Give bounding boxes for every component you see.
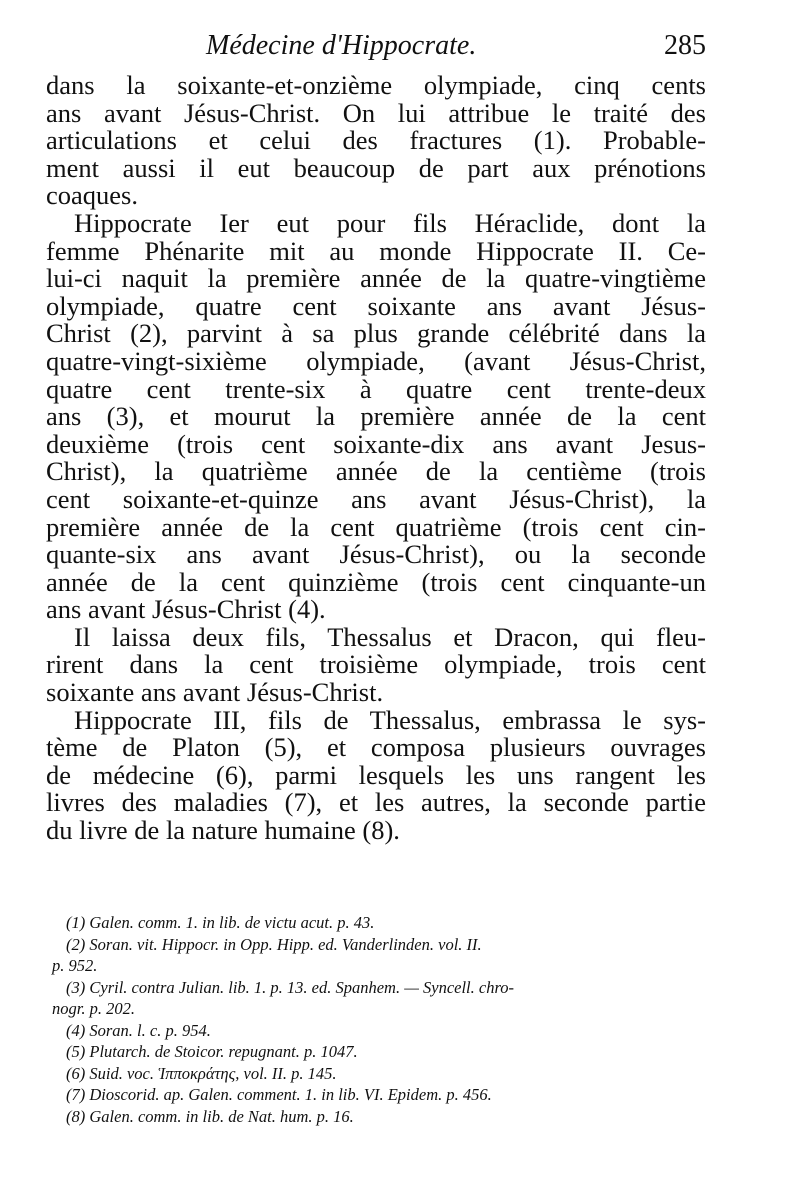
text-line: Il laissa deux fils, Thessalus et Dracon, qui fleu- [74, 621, 706, 652]
footnote-line: (5) Plutarch. de Stoicor. repugnant. p. 1047. [66, 1042, 358, 1061]
text-line: ans avant Jésus-Christ. On lui attribue le traité des [46, 97, 706, 128]
text-line: livres des maladies (7), et les autres, la seconde partie [46, 787, 706, 818]
text-line: Christ (2), parvint à sa plus grande célébrité dans la [46, 318, 706, 349]
text-line: femme Phénarite mit au monde Hippocrate II. Ce- [46, 235, 706, 266]
footnote-line: (3) Cyril. contra Julian. lib. 1. p. 13. ed. Spanhem. — Syncell. chro- [66, 977, 515, 997]
footnote-line: (4) Soran. l. c. p. 954. [66, 1020, 211, 1040]
text-line: Hippocrate III, fils de Thessalus, embrassa le sys- [74, 704, 706, 735]
footnote-line: nogr. p. 202. [52, 999, 135, 1018]
text-line: année de la cent quinzième (trois cent cinquante-un [46, 566, 706, 597]
text-line: quatre-vingt-sixième olympiade, (avant Jésus-Christ, [46, 345, 706, 376]
page-number: 285 [664, 30, 706, 61]
footnote-line: (6) Suid. voc. Ἱπποκράτης, vol. II. p. 145. [66, 1063, 337, 1083]
text-line: olympiade, quatre cent soixante ans avant Jésus- [46, 290, 706, 321]
text-line: quatre cent trente-six à quatre cent trente-deux [46, 373, 706, 404]
text-line: rirent dans la cent troisième olympiade, trois cent [46, 649, 706, 680]
text-line: soixante ans avant Jésus-Christ. [46, 677, 384, 708]
footnote-line: (7) Dioscorid. ap. Galen. comment. 1. in lib. VI. Epidem. p. 456. [66, 1085, 492, 1104]
text-line: première année de la cent quatrième (trois cent cin- [46, 511, 706, 542]
text-line: articulations et celui des fractures (1). Probable- [46, 125, 706, 156]
text-line: Christ), la quatrième année de la centième (trois [46, 456, 706, 487]
text-line: deuxième (trois cent soixante-dix ans avant Jesus- [46, 428, 706, 459]
footnote-line: p. 952. [52, 956, 98, 975]
running-title: Médecine d'Hippocrate. [206, 30, 477, 61]
text-line: cent soixante-et-quinze ans avant Jésus-Christ), la [46, 483, 706, 514]
footnote-line: (2) Soran. vit. Hippocr. in Opp. Hipp. ed. Vanderlinden. vol. II. [66, 934, 482, 954]
text-line: dans la soixante-et-onzième olympiade, cinq cents [46, 70, 706, 100]
text-line: ment aussi il eut beaucoup de part aux prénotions [46, 152, 706, 183]
main-text [46, 72, 706, 845]
footnote-line: (8) Galen. comm. in lib. de Nat. hum. p. 16. [66, 1106, 354, 1126]
text-line: ans avant Jésus-Christ (4). [46, 594, 326, 625]
text-line: quante-six ans avant Jésus-Christ), ou la seconde [46, 539, 706, 570]
footnote-line: (1) Galen. comm. 1. in lib. de victu acut. p. 43. [66, 913, 375, 932]
text-line: lui-ci naquit la première année de la quatre-vingtième [46, 263, 706, 294]
text-line: de médecine (6), parmi lesquels les uns rangent les [46, 759, 706, 790]
text-line: Hippocrate Ier eut pour fils Héraclide, dont la [74, 207, 706, 238]
page-header [46, 30, 706, 64]
text-line: du livre de la nature humaine (8). [46, 815, 400, 846]
footnotes [52, 912, 710, 1127]
text-line: ans (3), et mourut la première année de la cent [46, 401, 706, 432]
text-line: tème de Platon (5), et composa plusieurs ouvrages [46, 732, 706, 763]
text-line: coaques. [46, 180, 138, 211]
